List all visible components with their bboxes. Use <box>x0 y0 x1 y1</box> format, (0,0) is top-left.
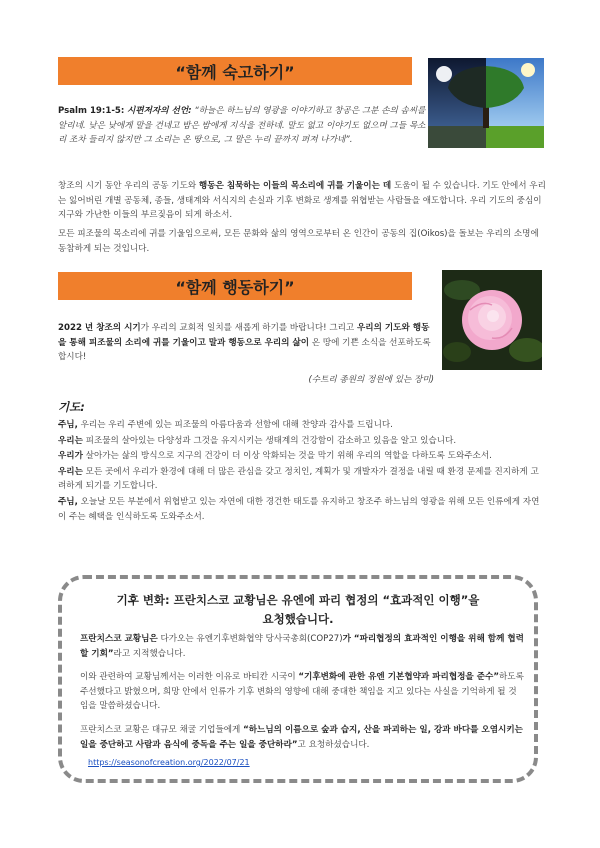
prayer-line <box>58 434 546 449</box>
prayer-lead: 우리가 <box>58 451 83 462</box>
prayer-lead: 주님, <box>58 420 78 430</box>
climate-paragraph-3 <box>80 723 524 752</box>
prayer-line <box>58 418 546 433</box>
prayer-lead: 주님, <box>58 496 78 507</box>
prayer-line <box>58 449 546 464</box>
climate-emphasis: “기후변화에 관한 유엔 기본협약과 파리협정을 준수” <box>298 672 499 682</box>
prayer-lead: 우리는 <box>58 466 83 477</box>
prayer-title: 기도: <box>58 400 85 414</box>
action-emphasis-2: 우리의 기도와 행동을 통해 피조물의 소리에 귀를 기울이고 말과 행동으로 우리의 삶이 <box>58 323 430 348</box>
reflection-text: 창조의 시기 동안 우리의 공동 기도와 <box>58 181 199 191</box>
reflection-text-2: 모든 피조물의 목소리에 귀를 기울임으로써, 모든 문화와 삶의 영역으로부터 온 인간이 공동의 집(Oikos)을 돌보는 우리의 소명에 동참하게 되는 것입니다. <box>58 229 539 254</box>
tree-seasons-image <box>428 58 544 148</box>
action-emphasis-1: 2022 년 창조의 시기 <box>58 323 141 333</box>
climate-box-title-line-1: 기후 변화: 프란치스코 교황님은 유엔에 파리 협정의 “효과적인 이행”을 <box>116 593 480 607</box>
climate-text: 라고 지적했습니다. <box>113 648 186 659</box>
climate-box-title-line-2: 요청했습니다. <box>262 612 334 626</box>
reflection-text-cont: 도움이 될 수 있습니다. 기도 안에서 우리는 잃어버린 개별 공동체, 종들, 생태계와 서식지의 손실과 기후 변화로 생계를 위협받는 사람들을 애도합니다. 우리 기도의 중심이 지구와 가난한 이들의 부르짖음이 되게 하소서. <box>58 181 546 221</box>
climate-paragraph-2 <box>80 670 524 714</box>
source-link[interactable]: https://seasonofcreation.org/2022/07/21 <box>88 758 250 767</box>
scripture-label: 시편저자의 선언: <box>127 106 192 116</box>
rose-image <box>442 270 542 370</box>
rose-caption-text: (수트리 종원의 정원에 있는 장미) <box>308 375 434 385</box>
climate-emphasis: “하느님의 이름으로 숲과 습지, 산을 파괴하는 일, 강과 바다를 오염시키는 일을 중단하고 사람과 음식에 중독을 주는 일을 중단하라” <box>80 725 523 750</box>
climate-text: 이와 관련하여 교황님께서는 이러한 이유로 바티칸 시국이 <box>80 672 299 682</box>
action-paragraph <box>58 321 434 365</box>
prayer-line <box>58 465 546 494</box>
climate-text: 고 요청하셨습니다. <box>297 739 370 750</box>
scripture-passage <box>58 104 428 148</box>
section-heading-reflect <box>58 57 412 85</box>
section-heading-text: “함께 행동하기” <box>175 277 295 297</box>
section-heading-act <box>58 272 412 300</box>
prayer-text: 오늘날 모든 부분에서 위협받고 있는 자연에 대한 경건한 태도를 유지하고 창조주 하느님의 영광을 위해 모든 인류에게 자연이 주는 혜택을 인식하도록 도와주소서. <box>58 496 540 522</box>
prayer-text: 피조물의 살아있는 다양성과 그것을 유지시키는 생태계의 건강함이 감소하고 있음을 알고 있습니다. <box>82 435 457 446</box>
climate-box-title <box>70 591 526 629</box>
prayer-line <box>58 495 546 524</box>
prayer-text: 살아가는 삶의 방식으로 지구의 건강이 더 이상 악화되는 것을 막기 위해 우리의 역할을 다하도록 도와주소서. <box>82 451 492 462</box>
rose-caption <box>58 373 434 388</box>
action-text-1: 가 우리의 교회적 일치를 새롭게 하기를 바랍니다! 그리고 <box>140 323 357 333</box>
action-text-2: 온 땅에 기쁜 소식을 선포하도록 합시다! <box>58 337 431 363</box>
climate-paragraph-1 <box>80 632 524 661</box>
climate-text: 다가오는 유엔기후변화협약 당사국총회(COP27) <box>157 634 343 644</box>
climate-emphasis: 프란치스코 교황님은 <box>80 634 158 644</box>
prayer-lead: 우리는 <box>58 435 83 446</box>
reflection-paragraph-1 <box>58 179 546 223</box>
climate-emphasis: 가 “파리협정의 효과적인 이행을 위해 함께 협력할 기회” <box>80 634 524 659</box>
prayer-text: 모든 곳에서 우리가 환경에 대해 더 많은 관심을 갖고 정치인, 계획가 및 개발자가 결정을 내릴 때 환경 문제를 진지하게 고려하게 되기를 기도합니다. <box>58 466 539 492</box>
reflection-emphasis: 행동은 침묵하는 이들의 목소리에 귀를 기울이는 데 <box>198 181 392 191</box>
scripture-reference: Psalm 19:1-5: <box>58 106 125 116</box>
reflection-paragraph-2 <box>58 227 546 256</box>
climate-text: 프란치스코 교황은 대규모 채굴 기업들에게 <box>80 725 244 735</box>
scripture-quote: “하늘은 하느님의 영광을 이야기하고 창공은 그분 손의 솜씨를 알리네. 낮은 낮에게 말을 건네고 밤은 밤에게 지식을 전하네. 말도 없고 이야기도 없으며 그들 목소리 조차 들리지 않지만 그 소리는 온 땅으로, 그 말은 누리 끝까지 퍼져 나가네”. <box>58 106 426 146</box>
section-heading-text: “함께 숙고하기” <box>175 62 295 82</box>
prayer-text: 우리는 우리 주변에 있는 피조물의 아름다움과 선함에 대해 찬양과 감사를 드립니다. <box>77 420 393 430</box>
climate-text: 하도록 주선했다고 밝혔으며, 희망 안에서 인류가 기후 변화의 영향에 대해 중대한 책임을 지고 있다는 사실을 기억하게 될 것임을 말씀하셨습니다. <box>80 672 524 712</box>
prayer-body <box>58 418 546 525</box>
